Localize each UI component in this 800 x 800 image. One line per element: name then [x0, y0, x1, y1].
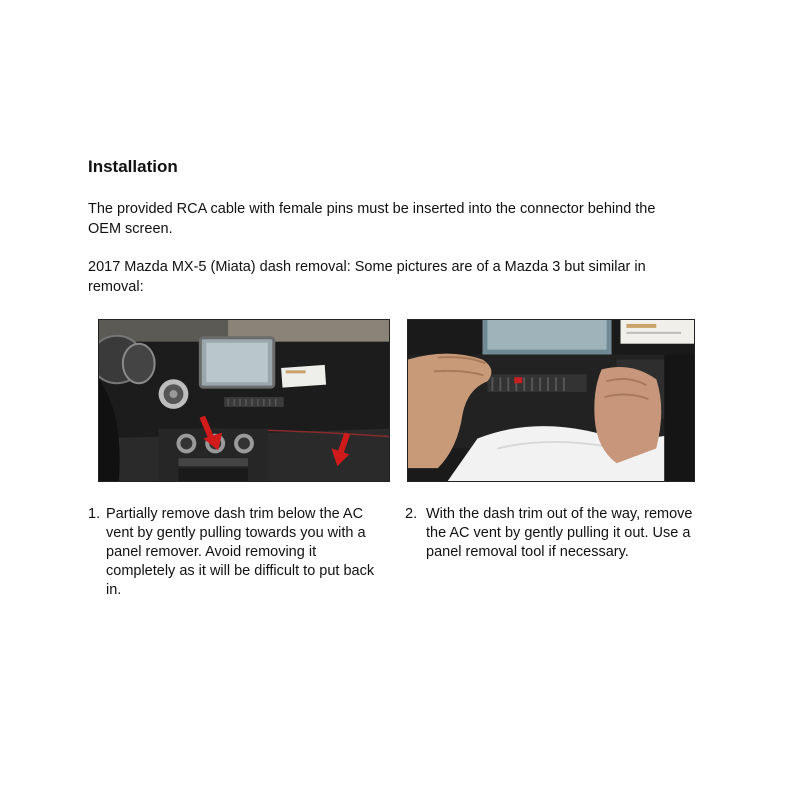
step-number: 2.	[405, 506, 418, 522]
step-item	[405, 505, 695, 562]
dashboard-trim-photo	[98, 319, 390, 482]
section-heading: Installation	[88, 157, 178, 176]
step-item	[88, 505, 388, 600]
step-text: Partially remove dash trim below the AC vent by gently pulling towards you with a panel remover. Avoid removing it completely as it will be difficult to put back in.	[106, 506, 375, 598]
dashboard-trim-illustration	[99, 320, 389, 481]
step-text: With the dash trim out of the way, remove the AC vent by gently pulling it out. Use a panel removal tool if necessary.	[426, 506, 693, 560]
ac-vent-removal-photo	[407, 319, 695, 482]
step-number: 1.	[88, 506, 101, 522]
intro-paragraph: The provided RCA cable with female pins must be inserted into the connector behind the OEM screen.	[88, 201, 656, 237]
ac-vent-removal-illustration	[408, 320, 694, 481]
dash-removal-paragraph: 2017 Mazda MX-5 (Miata) dash removal: Some pictures are of a Mazda 3 but similar in removal:	[88, 259, 646, 295]
